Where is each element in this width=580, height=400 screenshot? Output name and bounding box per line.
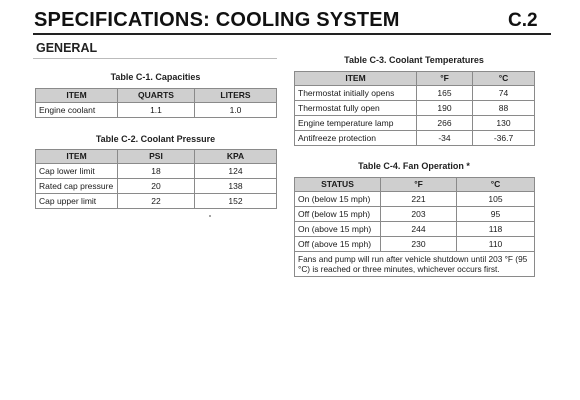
table-header-row (36, 150, 277, 164)
table-cell: Thermostat initially opens (295, 86, 417, 101)
table-row (295, 237, 535, 252)
section-divider (33, 58, 277, 59)
table-cell: 22 (118, 194, 195, 209)
table-cell: Cap lower limit (36, 164, 118, 179)
pressure-caption: Table C-2. Coolant Pressure (95, 134, 216, 144)
table-header-row (295, 72, 535, 86)
capacities-caption: Table C-1. Capacities (110, 72, 201, 82)
column-header: °F (381, 178, 457, 192)
table-cell: 1.1 (118, 103, 195, 118)
table-cell: 124 (195, 164, 277, 179)
table-row (295, 101, 535, 116)
table-row (295, 192, 535, 207)
table-cell: Antifreeze protection (295, 131, 417, 146)
column-header: ITEM (36, 89, 118, 103)
table-cell: 266 (417, 116, 473, 131)
table-cell: 88 (473, 101, 535, 116)
table-header-row (36, 89, 277, 103)
fan-caption: Table C-4. Fan Operation * (358, 161, 470, 171)
table-cell: Off (above 15 mph) (295, 237, 381, 252)
table-cell: 230 (381, 237, 457, 252)
section-heading: GENERAL (36, 41, 98, 55)
column-header: LITERS (195, 89, 277, 103)
table-row (295, 116, 535, 131)
table-cell: Engine temperature lamp (295, 116, 417, 131)
table-row (36, 194, 277, 209)
table-cell: Thermostat fully open (295, 101, 417, 116)
table-cell: 165 (417, 86, 473, 101)
header-divider (33, 33, 551, 35)
table-cell: 138 (195, 179, 277, 194)
pressure-table (35, 149, 277, 209)
table-cell: 203 (381, 207, 457, 222)
table-cell: -36.7 (473, 131, 535, 146)
table-row (36, 179, 277, 194)
column-header: QUARTS (118, 89, 195, 103)
table-cell: 110 (457, 237, 535, 252)
column-header: ITEM (36, 150, 118, 164)
temperatures-caption: Table C-3. Coolant Temperatures (344, 55, 484, 65)
column-header: ITEM (295, 72, 417, 86)
table-row (295, 207, 535, 222)
table-row (295, 86, 535, 101)
table-row (295, 222, 535, 237)
fan-table (294, 177, 535, 277)
capacities-table (35, 88, 277, 118)
table-cell: 20 (118, 179, 195, 194)
table-cell: 95 (457, 207, 535, 222)
table-cell: -34 (417, 131, 473, 146)
column-header: °C (457, 178, 535, 192)
table-cell: Cap upper limit (36, 194, 118, 209)
table-cell: 18 (118, 164, 195, 179)
table-cell: 105 (457, 192, 535, 207)
column-header: STATUS (295, 178, 381, 192)
table-cell: 130 (473, 116, 535, 131)
table-cell: Rated cap pressure (36, 179, 118, 194)
column-header: PSI (118, 150, 195, 164)
column-header: °F (417, 72, 473, 86)
table-cell: 74 (473, 86, 535, 101)
table-cell: 221 (381, 192, 457, 207)
table-cell: On (above 15 mph) (295, 222, 381, 237)
column-header: KPA (195, 150, 277, 164)
column-header: °C (473, 72, 535, 86)
page-title: SPECIFICATIONS: COOLING SYSTEM (34, 9, 400, 31)
table-cell: 190 (417, 101, 473, 116)
temperatures-table (294, 71, 535, 146)
table-row (36, 103, 277, 118)
table-row (295, 131, 535, 146)
table-cell: On (below 15 mph) (295, 192, 381, 207)
table-cell: 118 (457, 222, 535, 237)
table-cell: 244 (381, 222, 457, 237)
table-row (36, 164, 277, 179)
fan-footnote: Fans and pump will run after vehicle shutdown until 203 °F (95 °C) is reached or three minutes, whichever occurs first. (295, 252, 535, 277)
table-header-row (295, 178, 535, 192)
table-footnote-row (295, 252, 535, 277)
table-cell: Off (below 15 mph) (295, 207, 381, 222)
table-cell: 152 (195, 194, 277, 209)
scan-speck (209, 215, 211, 217)
section-code: C.2 (508, 10, 538, 31)
table-cell: Engine coolant (36, 103, 118, 118)
table-cell: 1.0 (195, 103, 277, 118)
